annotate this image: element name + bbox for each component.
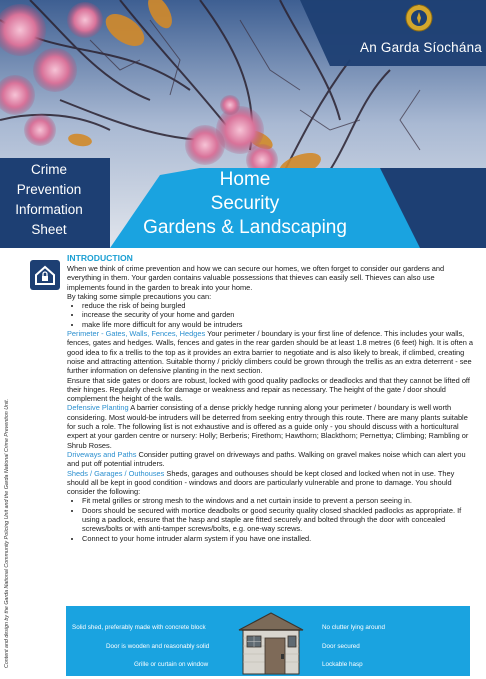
shed-label: Lockable hasp (322, 661, 363, 668)
shed-label: Door secured (322, 643, 360, 650)
shed-icon (236, 610, 306, 676)
defensive-heading: Defensive Planting (67, 403, 129, 413)
header-photo (0, 0, 486, 248)
sheds-text: Sheds, garages and outhouses should be kept closed and locked when not in use. They should all be kept in good condition - windows and doors are particularly vulnerable and prone to damage. You should consider the following: (67, 468, 455, 497)
defensive-text: A barrier consisting of a dense prickly hedge running along your perimeter / boundary is well worth considering. Most would-be intruders will be deterred from seeking entry through this route. There are many plants suitable for such a role. The following list is not exhaustive and is offered as a guide only - you should discuss with a horticultural expert at your garden centre or nursery: Holly; Berberis; Firethorn; Hawthorn; Blackthorn; Pernettya; Climbing; Rambling or Shrub Roses. (67, 403, 469, 450)
title-line: Gardens & Landscaping (143, 217, 347, 238)
perimeter-section (67, 329, 474, 375)
shed-label: Solid shed, preferably made with concrete block (72, 624, 206, 631)
shed-label: Grille or curtain on window (134, 661, 209, 668)
list-item: • Connect to your home intruder alarm system if you have one installed. (82, 534, 474, 543)
title-line: Security (210, 193, 280, 214)
house-lock-icon (30, 260, 60, 290)
intro-heading: INTRODUCTION (67, 253, 133, 263)
sheet-label (0, 160, 98, 246)
side-credit (2, 350, 14, 679)
sheds-section (67, 469, 474, 497)
list-item: • make life more difficult for any would be intruders (82, 320, 474, 329)
shed-label: No clutter lying around (322, 624, 386, 631)
perimeter-text: Your perimeter / boundary is your first line of defence. This includes your walls, fences, gates and hedges. Walls, fences and gates in the rear garden should be at least 1.8 metres (6 feet) high. It is often a good idea to fix a trellis to the top as it provides an extra barrier to negotiate and is also likely to break, if climbed, creating noise and attracting attention. Suitable thorny / prickly climbers could be grown through the trellis as an extra deterrent - see further information on defensive planting in the next section. (67, 329, 474, 376)
list-item: • reduce the risk of being burgled (82, 301, 474, 310)
sheet-label-line: Prevention (16, 182, 82, 197)
page-title (110, 168, 380, 246)
brand-name: An Garda Síochána (360, 40, 482, 55)
title-line: Home (219, 169, 271, 190)
gates-text: Ensure that side gates or doors are robust, locked with good quality padlocks or deadlocks and that they cannot be lifted off their hinges. Regularly check for damage or weakness and repair as necessary. The height of the gate / door should complement the height of the walls. (67, 375, 470, 404)
list-item: • Fit metal grilles or strong mesh to the windows and a net curtain inside to prevent a person seeing in. (82, 496, 474, 505)
driveways-text: Consider putting gravel on driveways and paths. Walking on gravel makes noise which can alert you and put off potential intruders. (67, 449, 466, 469)
credit-text: Content and design by the Garda National Community Policing Unit and the Garda National Crime Prevention Unit. (4, 398, 10, 668)
sheet-label-line: Information (15, 202, 83, 217)
defensive-section (67, 403, 474, 449)
list-item: • Doors should be secured with mortice deadbolts or good security quality closed shackled padlocks as appropriate. If using a padlock, ensure that the hasp and staple are fitted securely and bolted through the door with concealed screws/bolts or with anti-tamper screws/bolts, e.g. one-way screws. (82, 506, 474, 534)
body-content (67, 253, 474, 543)
precautions-list (67, 301, 474, 329)
sheds-heading: Sheds / Garages / Outhouses (67, 468, 165, 478)
perimeter-heading: Perimeter - Gates, Walls, Fences, Hedges (67, 329, 206, 339)
sheds-list (67, 496, 474, 542)
precautions-lead: By taking some simple precautions you can: (67, 291, 212, 301)
driveways-section (67, 450, 474, 469)
list-item: • increase the security of your home and garden (82, 310, 474, 319)
intro-text: When we think of crime prevention and how we can secure our homes, we often forget to consider our gardens and everything in them. Your garden contains valuable possessions that thieves can easily sell. Thieves can also use implements found in the garden to break into your home. (67, 264, 445, 292)
garda-crest-icon (404, 3, 434, 33)
sheet-label-line: Sheet (31, 222, 67, 237)
shed-label: Door is wooden and reasonably solid (106, 643, 210, 650)
driveways-heading: Driveways and Paths (67, 449, 137, 459)
sheet-label-line: Crime (31, 162, 67, 177)
